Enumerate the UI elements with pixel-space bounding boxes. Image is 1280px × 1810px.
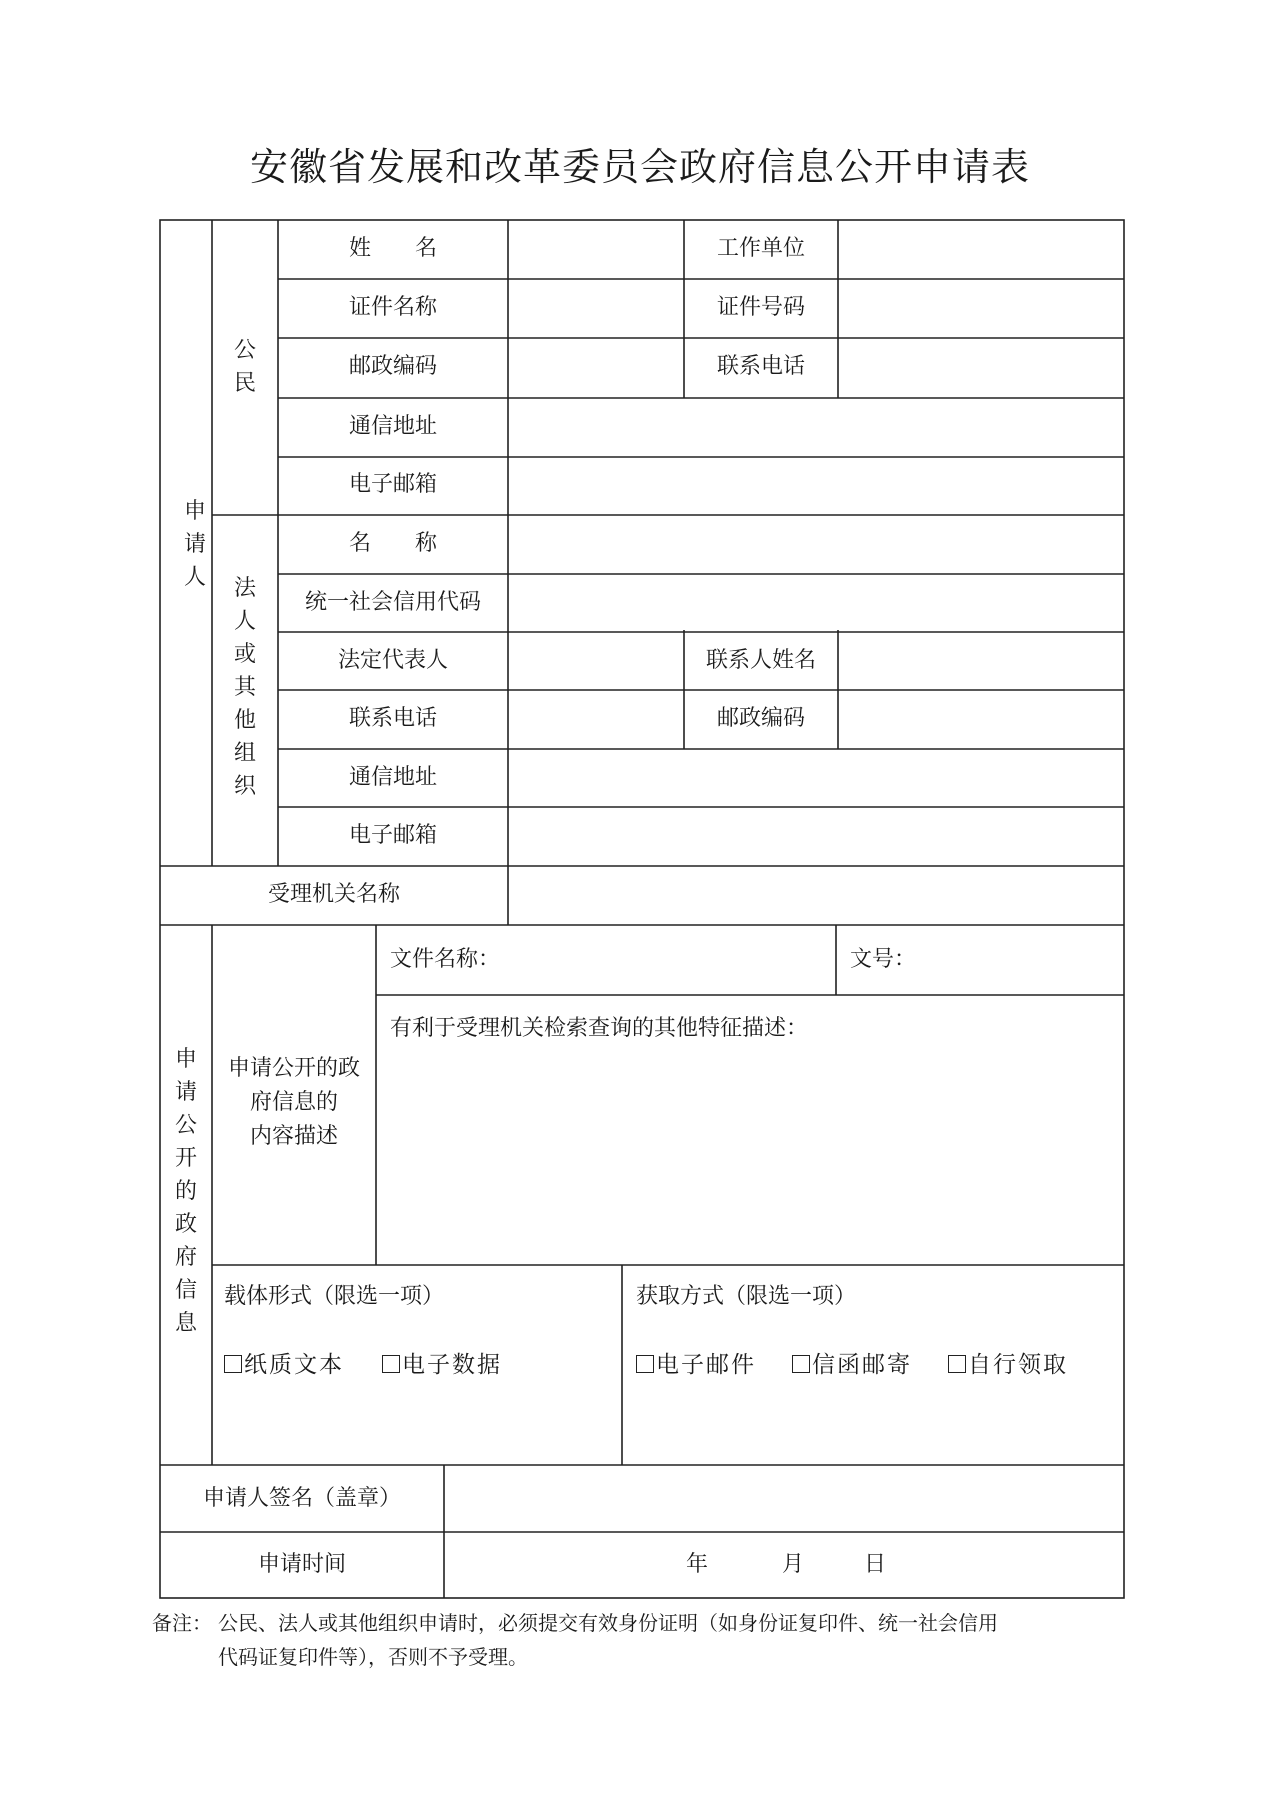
org-contact-name-field[interactable] xyxy=(840,634,1122,688)
checkbox-icon[interactable] xyxy=(382,1355,400,1373)
citizen-phone-label: 联系电话 xyxy=(716,354,805,379)
citizen-work-unit-field[interactable] xyxy=(840,222,1122,277)
org-postal-code-label: 邮政编码 xyxy=(716,706,805,731)
org-credit-code-label: 统一社会信用代码 xyxy=(304,590,481,615)
agency-name-label: 受理机关名称 xyxy=(267,882,400,907)
org-legal-rep-field[interactable] xyxy=(510,634,682,688)
checkbox-icon[interactable] xyxy=(224,1355,242,1373)
carrier-option-electronic[interactable]: 电子数据 xyxy=(382,1350,502,1380)
citizen-id-type-field[interactable] xyxy=(510,281,682,336)
citizen-email-field[interactable] xyxy=(510,459,1122,513)
org-contact-name-label: 联系人姓名 xyxy=(705,648,816,673)
citizen-id-number-label: 证件号码 xyxy=(716,295,805,320)
date-month-label: 月 xyxy=(782,1552,805,1577)
applicant-label: 申 请 人 xyxy=(183,499,206,590)
date-year-label: 年 xyxy=(686,1552,709,1577)
org-phone-label: 联系电话 xyxy=(348,706,437,731)
citizen-id-number-field[interactable] xyxy=(840,281,1122,336)
application-date-field[interactable] xyxy=(446,1534,1122,1596)
content-description-label: 申请公开的政 府信息的 内容描述 xyxy=(227,1056,360,1149)
carrier-option-paper[interactable]: 纸质文本 xyxy=(224,1350,344,1380)
citizen-phone-field[interactable] xyxy=(840,340,1122,396)
delivery-option-pickup[interactable]: 自行领取 xyxy=(948,1350,1068,1380)
file-name-label: 文件名称： xyxy=(390,947,501,972)
citizen-email-label: 电子邮箱 xyxy=(348,472,437,497)
delivery-option-email[interactable]: 电子邮件 xyxy=(636,1350,756,1380)
checkbox-icon[interactable] xyxy=(636,1355,654,1373)
citizen-id-type-label: 证件名称 xyxy=(348,295,437,320)
checkbox-icon[interactable] xyxy=(792,1355,810,1373)
citizen-postal-code-field[interactable] xyxy=(510,340,682,396)
org-postal-code-field[interactable] xyxy=(840,692,1122,747)
org-email-label: 电子邮箱 xyxy=(348,823,437,848)
other-description-field[interactable] xyxy=(380,1050,1120,1260)
delivery-option-mail[interactable]: 信函邮寄 xyxy=(792,1350,912,1380)
org-address-field[interactable] xyxy=(510,751,1122,805)
org-name-label: 名 称 xyxy=(348,531,437,556)
delivery-method-label: 获取方式（限选一项） xyxy=(636,1284,857,1309)
citizen-label: 公 民 xyxy=(233,338,256,396)
citizen-work-unit-label: 工作单位 xyxy=(716,236,805,261)
org-address-label: 通信地址 xyxy=(348,765,437,790)
org-email-field[interactable] xyxy=(510,809,1122,864)
signature-field[interactable] xyxy=(446,1467,1122,1530)
carrier-form-label: 载体形式（限选一项） xyxy=(224,1284,445,1309)
org-credit-code-field[interactable] xyxy=(510,576,1122,630)
citizen-address-field[interactable] xyxy=(510,400,1122,455)
org-legal-rep-label: 法定代表人 xyxy=(337,648,448,673)
page-title: 安徽省发展和改革委员会政府信息公开申请表 xyxy=(249,145,1030,189)
date-day-label: 日 xyxy=(864,1552,887,1577)
file-name-field[interactable] xyxy=(500,930,830,990)
other-description-label: 有利于受理机关检索查询的其他特征描述： xyxy=(390,1016,809,1041)
doc-number-label: 文号： xyxy=(850,947,917,972)
application-date-label: 申请时间 xyxy=(257,1552,346,1577)
doc-number-field[interactable] xyxy=(920,930,1120,990)
note-prefix: 备注： xyxy=(152,1611,212,1635)
org-name-field[interactable] xyxy=(510,517,1122,572)
citizen-name-field[interactable] xyxy=(510,222,682,277)
signature-label: 申请人签名（盖章） xyxy=(202,1486,401,1511)
organization-label: 法 人 或 其 他 组 织 xyxy=(233,576,256,799)
citizen-name-label: 姓 名 xyxy=(348,236,437,261)
requested-info-label: 申 请 公 开 的 政 府 信 息 xyxy=(174,1047,197,1336)
citizen-postal-code-label: 邮政编码 xyxy=(348,354,437,379)
citizen-address-label: 通信地址 xyxy=(348,414,437,439)
note-line-1: 公民、法人或其他组织申请时，必须提交有效身份证明（如身份证复印件、统一社会信用 xyxy=(218,1611,998,1635)
checkbox-icon[interactable] xyxy=(948,1355,966,1373)
agency-name-field[interactable] xyxy=(510,868,1122,923)
note-line-2: 代码证复印件等），否则不予受理。 xyxy=(218,1645,528,1669)
org-phone-field[interactable] xyxy=(510,692,682,747)
